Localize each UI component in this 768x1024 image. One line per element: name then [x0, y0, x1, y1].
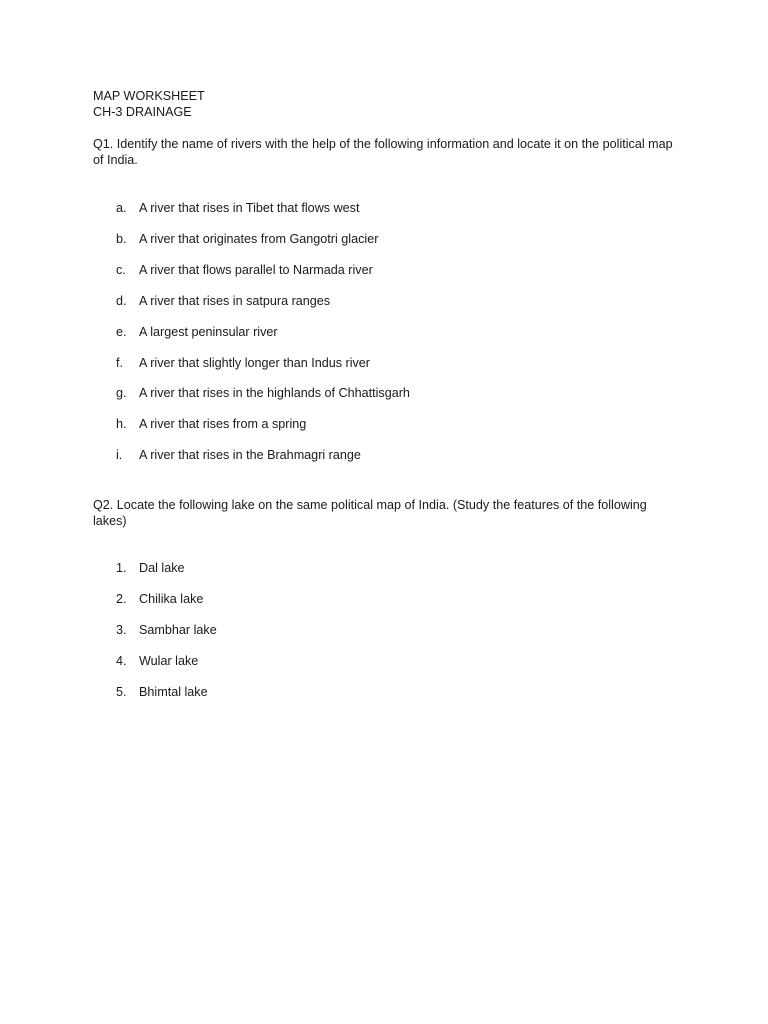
- worksheet-subtitle: CH-3 DRAINAGE: [93, 105, 192, 119]
- lake-item-text: Chilika lake: [139, 591, 204, 606]
- river-clue-item-marker: d.: [116, 293, 127, 308]
- lake-item-text: Bhimtal lake: [139, 684, 208, 699]
- river-clue-item-text: A river that rises in satpura ranges: [139, 293, 331, 308]
- river-clue-item-marker: f.: [116, 355, 123, 370]
- lake-item-marker: 5.: [116, 684, 127, 699]
- river-clue-item-marker: b.: [116, 231, 127, 246]
- river-clue-item-marker: h.: [116, 417, 127, 432]
- river-clue-item-text: A river that flows parallel to Narmada river: [139, 262, 373, 277]
- river-clue-item-marker: c.: [116, 262, 126, 277]
- lake-item-text: Dal lake: [139, 561, 185, 575]
- lake-item-marker: 4.: [116, 653, 127, 668]
- river-clue-item-text: A river that slightly longer than Indus river: [139, 355, 370, 370]
- lake-item-marker: 2.: [116, 591, 127, 606]
- lake-item-marker: 1.: [116, 561, 127, 575]
- question-2-text: Q2. Locate the following lake on the same political map of India. (Study the features of the following lakes): [93, 498, 647, 528]
- lake-item-text: Sambhar lake: [139, 622, 217, 637]
- river-clue-item-marker: i.: [116, 448, 123, 463]
- worksheet-title: MAP WORKSHEET: [93, 89, 205, 103]
- river-clue-item-marker: e.: [116, 324, 127, 339]
- question-1-text: Q1. Identify the name of rivers with the help of the following information and locate it on the political map of India.: [93, 137, 673, 167]
- lake-item-text: Wular lake: [139, 653, 199, 668]
- river-clue-item-text: A river that rises in the Brahmagri range: [139, 448, 361, 463]
- lake-item-marker: 3.: [116, 622, 127, 637]
- river-clue-item-text: A largest peninsular river: [139, 324, 278, 339]
- river-clue-item-text: A river that rises from a spring: [139, 417, 307, 432]
- river-clue-item-marker: g.: [116, 386, 127, 401]
- river-clue-item-text: A river that originates from Gangotri glacier: [139, 231, 379, 246]
- river-clue-item-text: A river that rises in Tibet that flows west: [139, 201, 360, 215]
- river-clue-item-text: A river that rises in the highlands of Chhattisgarh: [139, 386, 410, 401]
- river-clue-item-marker: a.: [116, 201, 127, 215]
